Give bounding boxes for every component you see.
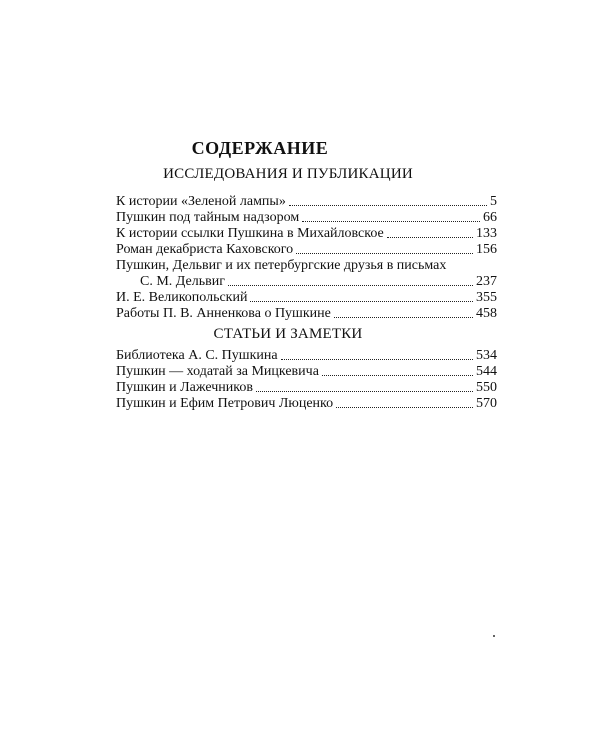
toc-entry[interactable]	[116, 210, 497, 226]
toc-entry-page: 534	[476, 348, 497, 363]
dot-leader	[296, 253, 473, 254]
toc-entry-title: Работы П. В. Анненкова о Пушкине	[116, 306, 331, 321]
toc-entry-page: 156	[476, 242, 497, 257]
toc-entry-multiline[interactable]	[116, 258, 497, 290]
toc-entry-title: Пушкин и Ефим Петрович Люценко	[116, 396, 334, 411]
section-heading-articles: СТАТЬИ И ЗАМЕТКИ	[213, 326, 363, 342]
toc-entry-page: 458	[476, 306, 497, 321]
toc-entry[interactable]	[116, 290, 497, 306]
toc-entry-title: Роман декабриста Каховского	[116, 242, 294, 257]
toc-entry[interactable]	[116, 194, 497, 210]
toc-entry[interactable]	[116, 226, 497, 242]
toc-entry[interactable]	[116, 348, 497, 364]
dot-leader	[256, 391, 473, 392]
toc-entry-page: 66	[483, 210, 497, 225]
dot-leader	[387, 237, 473, 238]
toc-entry-page: 355	[476, 290, 497, 305]
paper-speck	[493, 635, 495, 637]
dot-leader	[289, 205, 487, 206]
toc-entry	[116, 274, 497, 290]
toc-entry-title: К истории ссылки Пушкина в Михайловское	[116, 226, 384, 241]
dot-leader	[228, 285, 473, 286]
dot-leader	[250, 301, 473, 302]
toc-entry[interactable]	[116, 306, 497, 322]
dot-leader	[334, 317, 473, 318]
page-title: СОДЕРЖАНИЕ	[191, 138, 329, 158]
section-heading-research: ИССЛЕДОВАНИЯ И ПУБЛИКАЦИИ	[163, 166, 413, 182]
dot-leader	[336, 407, 473, 408]
toc-entry-title-line1: Пушкин, Дельвиг и их петербургские друзья в письмах	[116, 258, 447, 273]
dot-leader	[302, 221, 480, 222]
toc-entry[interactable]	[116, 380, 497, 396]
toc-list-research	[116, 194, 497, 322]
toc-entry[interactable]	[116, 364, 497, 380]
toc-entry[interactable]	[116, 242, 497, 258]
toc-entry-title: Пушкин — ходатай за Мицкевича	[116, 364, 319, 379]
toc-entry-title: И. Е. Великопольский	[116, 290, 248, 305]
toc-entry-page: 550	[476, 380, 497, 395]
toc-entry-title: Пушкин и Лажечников	[116, 380, 253, 395]
toc-entry-title: Библиотека А. С. Пушкина	[116, 348, 278, 363]
toc-entry-page: 237	[476, 274, 497, 289]
toc-entry[interactable]	[116, 396, 497, 412]
toc-entry-page: 133	[476, 226, 497, 241]
toc-entry-title-line2: С. М. Дельвиг	[140, 274, 225, 289]
toc-entry-page: 570	[476, 396, 497, 411]
toc-entry-title: Пушкин под тайным надзором	[116, 210, 300, 225]
toc-entry-page: 544	[476, 364, 497, 379]
toc-list-articles	[116, 348, 497, 412]
dot-leader	[281, 359, 473, 360]
toc-entry-page: 5	[490, 194, 497, 209]
toc-entry-title: К истории «Зеленой лампы»	[116, 194, 286, 209]
dot-leader	[322, 375, 473, 376]
